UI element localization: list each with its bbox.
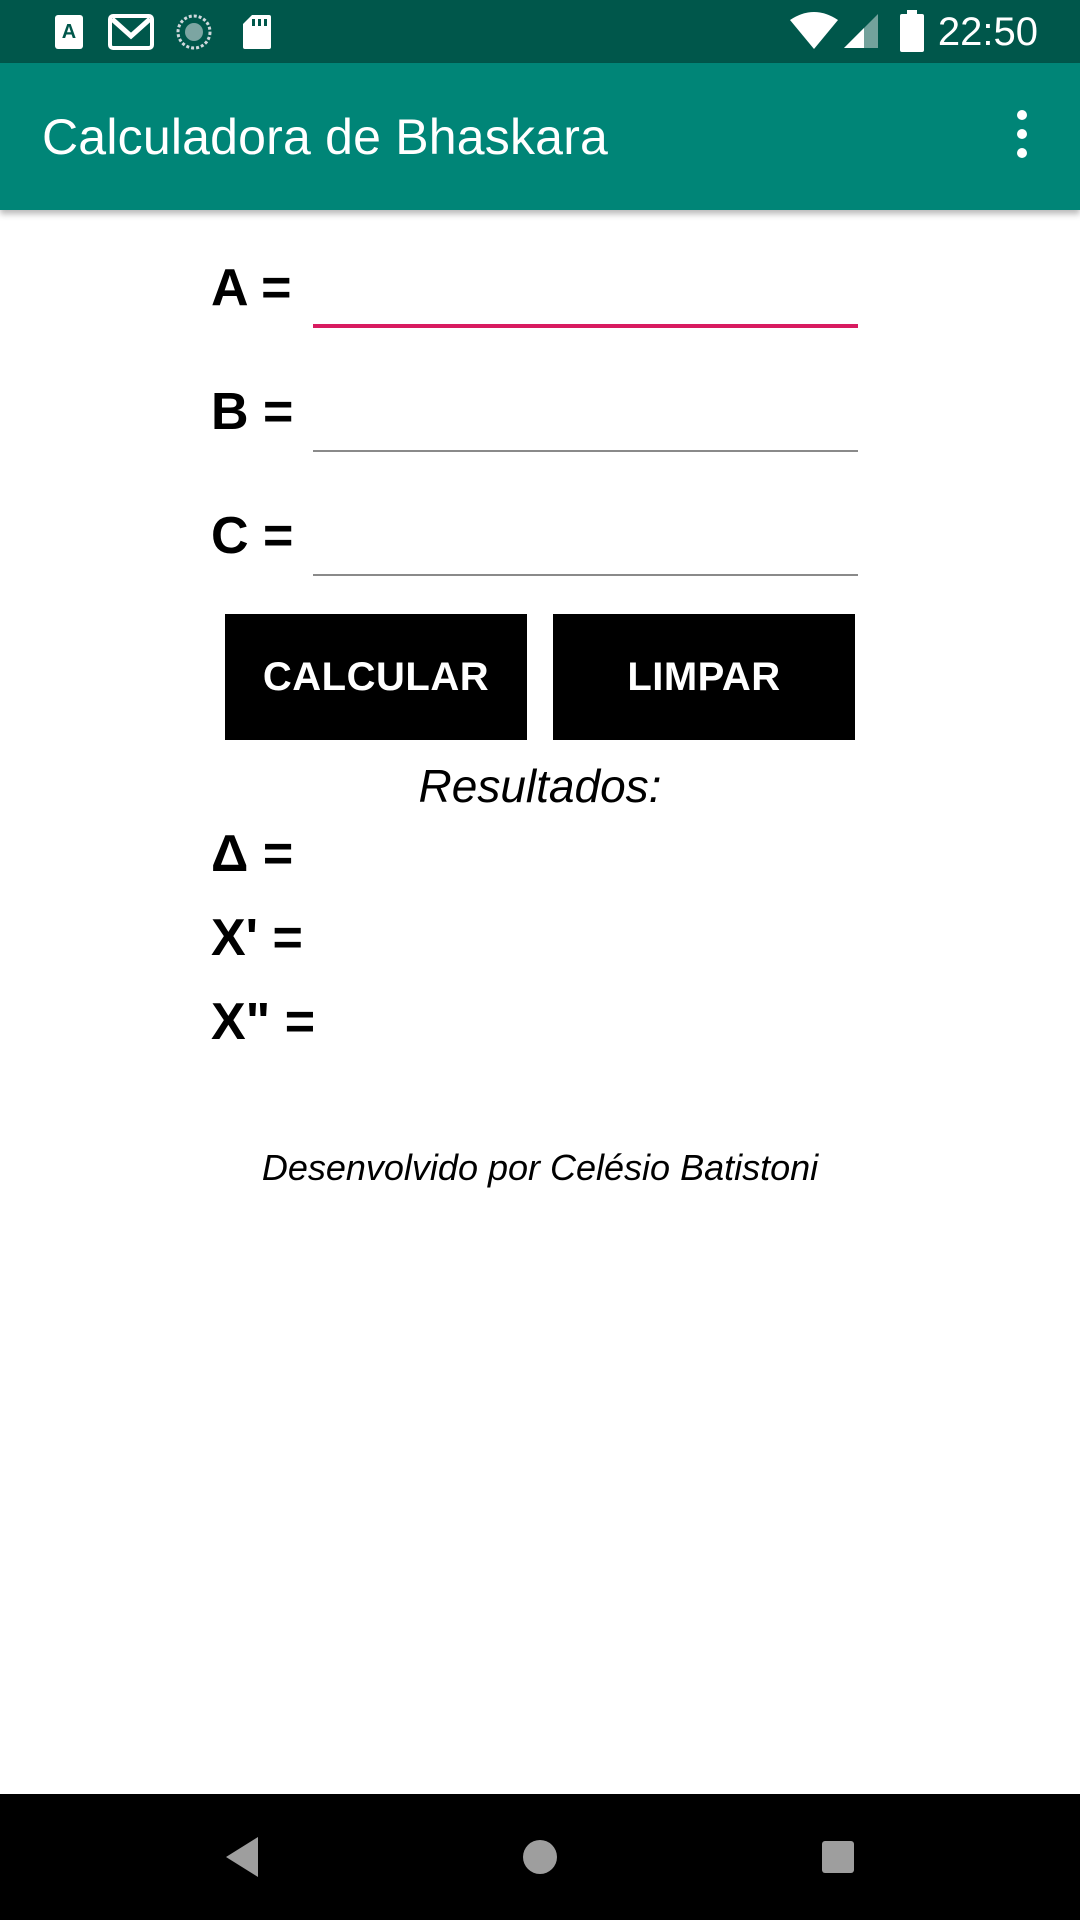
field-b-underline [313,450,858,452]
gmail-icon [108,14,154,50]
status-time: 22:50 [937,10,1038,54]
calculate-button[interactable]: CALCULAR [225,614,527,740]
field-c-label: C = [211,507,294,565]
x1-result-label: X' = [211,909,303,967]
cell-signal-icon [842,12,880,50]
sd-card-icon [242,14,272,50]
field-c-underline [313,574,858,576]
field-b-label: B = [211,383,294,441]
home-icon[interactable] [512,1829,568,1885]
results-title: Resultados: [418,760,662,812]
field-a-input[interactable] [313,250,858,320]
clear-button[interactable]: LIMPAR [553,614,855,740]
accessibility-icon [54,14,84,50]
field-c-input[interactable] [313,498,858,568]
developer-credit: Desenvolvido por Celésio Batistoni [261,1147,819,1188]
wifi-icon [790,12,838,50]
app-title: Calculadora de Bhaskara [42,109,609,165]
app-bar [0,63,1080,210]
svg-text:A: A [61,21,77,43]
battery-icon [900,10,924,52]
back-icon[interactable] [214,1829,270,1885]
field-b-input[interactable] [313,374,858,444]
main-content [0,210,1080,1794]
sync-icon [176,14,212,50]
recents-icon[interactable] [810,1829,866,1885]
navigation-bar [0,1794,1080,1920]
x2-result-label: X" = [211,993,316,1051]
delta-result-label: Δ = [211,825,294,883]
status-bar [0,0,1080,63]
field-a-label: A = [211,259,292,317]
more-vert-icon[interactable] [1006,109,1038,159]
field-a-underline [313,324,858,328]
